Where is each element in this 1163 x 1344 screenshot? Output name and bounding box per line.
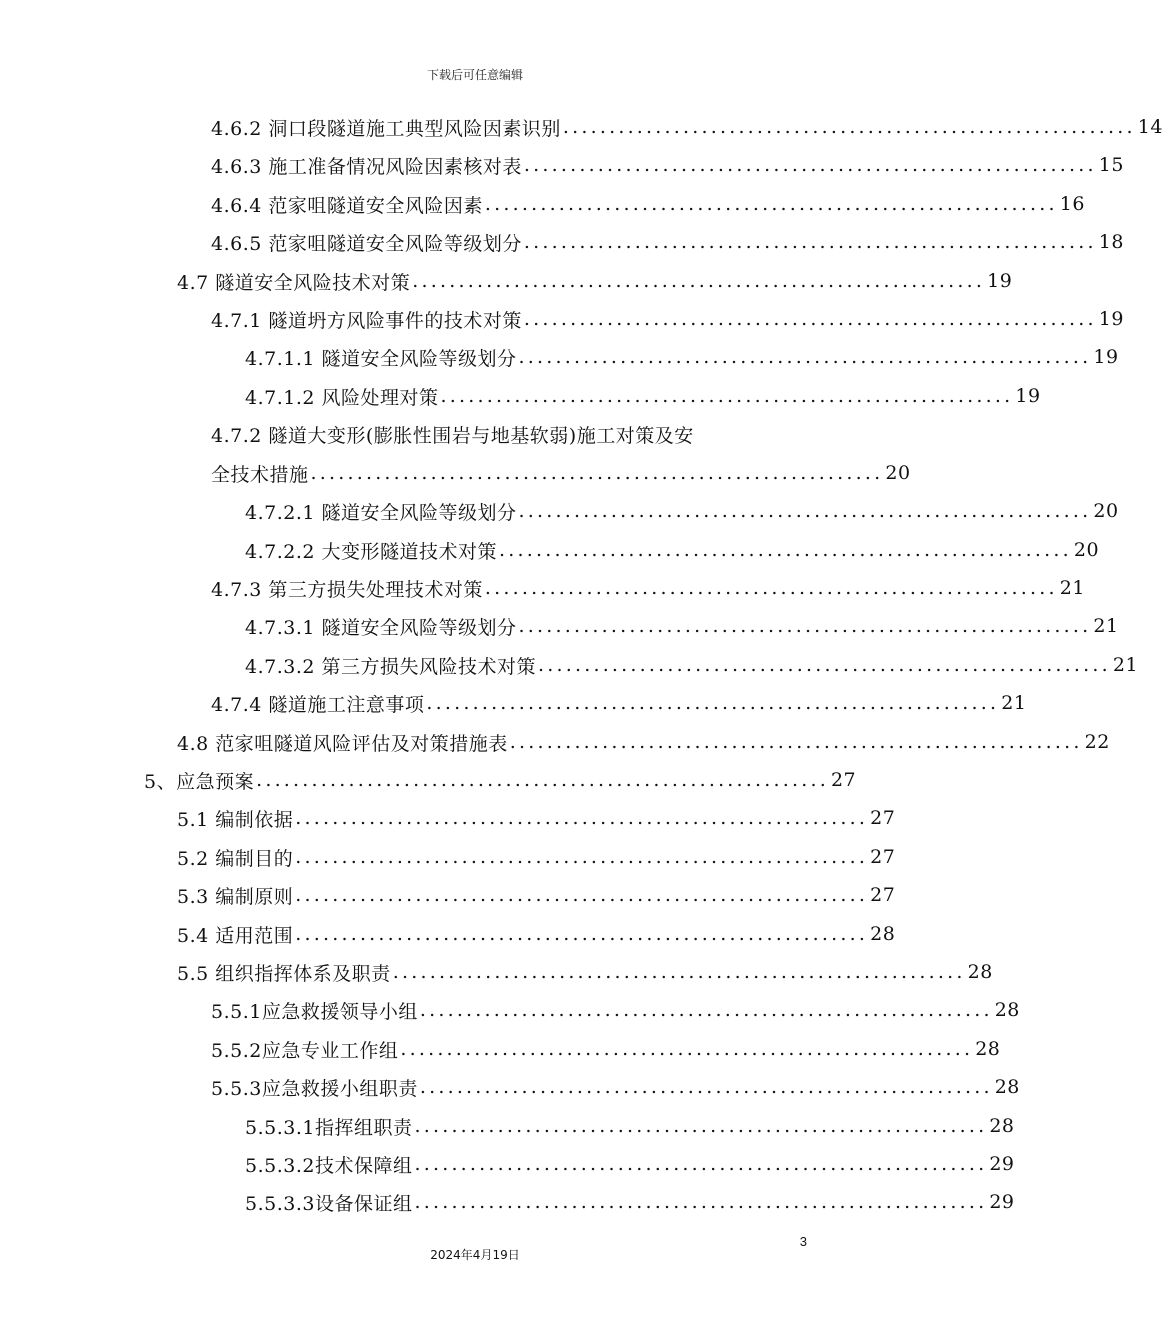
toc-leader: .............................................................. bbox=[419, 1076, 993, 1098]
toc-entry[interactable] bbox=[245, 646, 1139, 684]
toc-entry-title: 5.3 编制原则 bbox=[177, 885, 294, 908]
toc-leader: .............................................................. bbox=[562, 116, 1136, 138]
toc-entry-title: 4.7.4 隧道施工注意事项 bbox=[211, 693, 425, 716]
toc-entry[interactable] bbox=[211, 1068, 1020, 1106]
toc-entry-title: 4.7.3.2 第三方损失风险技术对策 bbox=[245, 655, 537, 678]
toc-entry[interactable] bbox=[211, 223, 1124, 261]
page-footer-date: 2024年4月19日 bbox=[430, 1248, 520, 1262]
toc-entry-page: 21 bbox=[1001, 692, 1027, 714]
toc-entry-title: 5.5 组织指挥体系及职责 bbox=[177, 962, 391, 985]
toc-leader: .............................................................. bbox=[256, 769, 829, 791]
toc-entry-title: 4.7.2.1 隧道安全风险等级划分 bbox=[245, 501, 517, 524]
toc-entry-title: 4.6.5 范家咀隧道安全风险等级划分 bbox=[211, 232, 522, 255]
toc-entry[interactable] bbox=[245, 531, 1100, 569]
toc-entry[interactable] bbox=[177, 723, 1110, 761]
toc-entry-page: 19 bbox=[1093, 346, 1119, 368]
toc-entry-title: 5.5.3.1指挥组职责 bbox=[245, 1116, 413, 1139]
toc-entry-page: 21 bbox=[1093, 615, 1119, 637]
toc-entry-page: 18 bbox=[1098, 231, 1124, 253]
toc-leader: .............................................................. bbox=[414, 1115, 988, 1137]
toc-entry-page: 27 bbox=[830, 769, 857, 791]
toc-entry[interactable] bbox=[211, 185, 1085, 223]
toc-entry-title: 4.7 隧道安全风险技术对策 bbox=[177, 271, 411, 294]
toc-entry-title: 4.6.2 洞口段隧道施工典型风险因素识别 bbox=[211, 117, 561, 140]
toc-entry-title: 5.1 编制依据 bbox=[177, 808, 294, 831]
toc-leader: .............................................................. bbox=[518, 346, 1092, 368]
toc-leader: .............................................................. bbox=[412, 270, 986, 292]
toc-entry-page: 28 bbox=[870, 923, 896, 945]
toc-entry[interactable] bbox=[211, 991, 1020, 1029]
toc-entry-page: 28 bbox=[994, 1076, 1020, 1098]
toc-entry-page: 19 bbox=[1015, 385, 1041, 407]
toc-leader: .............................................................. bbox=[523, 231, 1097, 253]
toc-entry-multiline-head[interactable] bbox=[211, 415, 806, 453]
toc-entry-title: 5.5.3应急救援小组职责 bbox=[211, 1077, 418, 1100]
toc-entry-page: 29 bbox=[989, 1153, 1015, 1175]
toc-leader: .............................................................. bbox=[518, 615, 1092, 637]
toc-entry-title-continued: 全技术措施 bbox=[211, 463, 309, 486]
toc-entry-title: 4.7.3 第三方损失处理技术对策 bbox=[211, 578, 483, 601]
toc-entry-page: 21 bbox=[1112, 654, 1139, 676]
toc-entry[interactable] bbox=[245, 1107, 1015, 1145]
toc-leader: .............................................................. bbox=[414, 1153, 988, 1175]
toc-entry-title: 4.7.2 隧道大变形(膨胀性围岩与地基软弱)施工对策及安 bbox=[211, 424, 694, 447]
toc-leader: .............................................................. bbox=[523, 308, 1097, 330]
toc-entry[interactable] bbox=[245, 607, 1119, 645]
toc-entry[interactable] bbox=[245, 492, 1119, 530]
toc-leader: .............................................................. bbox=[400, 1038, 974, 1060]
toc-entry-title: 5.5.2应急专业工作组 bbox=[211, 1039, 399, 1062]
toc-entry-title: 5.5.3.2技术保障组 bbox=[245, 1154, 413, 1177]
toc-entry[interactable] bbox=[144, 761, 857, 799]
toc-entry[interactable] bbox=[211, 569, 1085, 607]
toc-entry-page: 20 bbox=[885, 462, 911, 484]
toc-entry[interactable] bbox=[245, 1183, 1015, 1221]
toc-entry-page: 28 bbox=[975, 1038, 1001, 1060]
toc-entry-title: 4.7.2.2 大变形隧道技术对策 bbox=[245, 540, 498, 563]
toc-leader: .............................................................. bbox=[440, 385, 1014, 407]
toc-entry-title: 4.6.4 范家咀隧道安全风险因素 bbox=[211, 194, 483, 217]
toc-entry[interactable] bbox=[245, 338, 1119, 376]
toc-entry[interactable] bbox=[245, 377, 1041, 415]
toc-entry-title: 4.8 范家咀隧道风险评估及对策措施表 bbox=[177, 732, 508, 755]
toc-entry-page: 19 bbox=[1098, 308, 1124, 330]
toc-entry-title: 5.4 适用范围 bbox=[177, 924, 294, 947]
toc-leader: .............................................................. bbox=[538, 654, 1111, 676]
toc-leader: .............................................................. bbox=[484, 577, 1058, 599]
toc-entry-title: 4.6.3 施工准备情况风险因素核对表 bbox=[211, 155, 522, 178]
toc-leader: .............................................................. bbox=[419, 999, 993, 1021]
toc-entry-page: 20 bbox=[1093, 500, 1119, 522]
toc-leader: .............................................................. bbox=[295, 807, 869, 829]
toc-entry-title: 4.7.3.1 隧道安全风险等级划分 bbox=[245, 616, 517, 639]
toc-entry[interactable] bbox=[245, 1145, 1015, 1183]
toc-leader: .............................................................. bbox=[426, 692, 1000, 714]
toc-entry-title: 5.5.1应急救援领导小组 bbox=[211, 1000, 418, 1023]
toc-entry-page: 28 bbox=[994, 999, 1020, 1021]
toc-entry[interactable] bbox=[211, 300, 1124, 338]
toc-leader: .............................................................. bbox=[414, 1191, 988, 1213]
toc-entry-title: 4.7.1.2 风险处理对策 bbox=[245, 386, 439, 409]
toc-entry-page: 29 bbox=[989, 1191, 1015, 1213]
toc-entry[interactable] bbox=[211, 146, 1124, 184]
toc-leader: .............................................................. bbox=[392, 961, 966, 983]
toc-entry-page: 15 bbox=[1098, 154, 1124, 176]
toc-leader: .............................................................. bbox=[295, 923, 869, 945]
toc-entry[interactable] bbox=[211, 108, 1163, 146]
toc-entry-page: 22 bbox=[1084, 731, 1110, 753]
toc-entry-title: 5.5.3.3设备保证组 bbox=[245, 1192, 413, 1215]
toc-entry-page: 14 bbox=[1137, 116, 1163, 138]
toc-leader: .............................................................. bbox=[509, 731, 1083, 753]
toc-leader: .............................................................. bbox=[295, 884, 869, 906]
toc-entry[interactable] bbox=[177, 838, 896, 876]
toc-entry-page: 28 bbox=[989, 1115, 1015, 1137]
toc-entry[interactable] bbox=[211, 454, 911, 492]
toc-entry[interactable] bbox=[177, 876, 896, 914]
toc-entry[interactable] bbox=[177, 915, 896, 953]
toc-leader: .............................................................. bbox=[295, 846, 869, 868]
toc-entry-page: 27 bbox=[870, 807, 896, 829]
toc-leader: .............................................................. bbox=[499, 539, 1072, 561]
toc-entry-title: 5.2 编制目的 bbox=[177, 847, 294, 870]
toc-leader: .............................................................. bbox=[523, 154, 1097, 176]
toc-entry-page: 16 bbox=[1059, 193, 1085, 215]
page-number: 3 bbox=[799, 1234, 807, 1249]
toc-entry[interactable] bbox=[177, 953, 993, 991]
page-header: 下载后可任意编辑 bbox=[426, 68, 523, 82]
toc-entry-title: 4.7.1 隧道坍方风险事件的技术对策 bbox=[211, 309, 522, 332]
toc-entry-page: 27 bbox=[870, 846, 896, 868]
toc-entry-title: 4.7.1.1 隧道安全风险等级划分 bbox=[245, 347, 517, 370]
toc-entry[interactable] bbox=[177, 799, 896, 837]
toc-entry[interactable] bbox=[177, 262, 1013, 300]
toc-leader: .............................................................. bbox=[518, 500, 1092, 522]
toc-entry-page: 27 bbox=[870, 884, 896, 906]
toc-leader: .............................................................. bbox=[484, 193, 1058, 215]
toc-entry-page: 20 bbox=[1073, 539, 1100, 561]
toc-entry-title: 5、应急预案 bbox=[144, 770, 255, 793]
toc-entry-page: 21 bbox=[1059, 577, 1085, 599]
toc-entry[interactable] bbox=[211, 684, 1027, 722]
toc-entry-page: 19 bbox=[987, 270, 1013, 292]
toc-leader: .............................................................. bbox=[310, 462, 884, 484]
toc-entry-page: 28 bbox=[967, 961, 993, 983]
toc-entry[interactable] bbox=[211, 1030, 1001, 1068]
